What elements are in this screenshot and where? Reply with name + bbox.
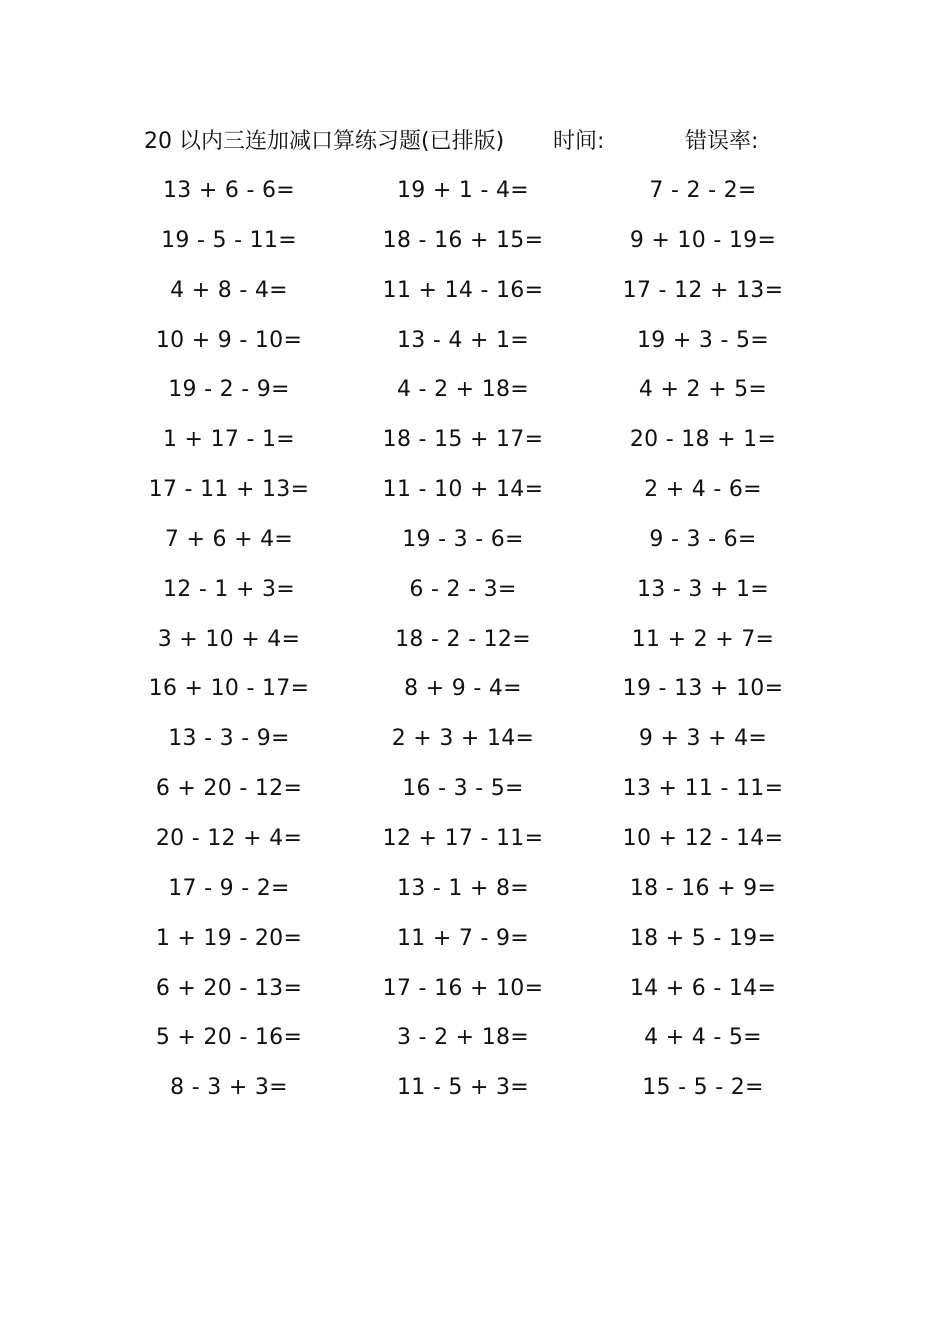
problem-row <box>140 620 800 670</box>
problem-item: 3 - 2 + 18= <box>396 1025 530 1051</box>
problem-row <box>140 769 800 819</box>
problem-item: 4 + 8 - 4= <box>170 277 288 303</box>
problem-item: 19 - 13 + 10= <box>622 676 784 702</box>
problem-row <box>140 919 800 969</box>
problem-row <box>140 420 800 470</box>
problem-row <box>140 570 800 620</box>
problem-item: 13 + 11 - 11= <box>622 776 784 802</box>
problem-item: 7 + 6 + 4= <box>164 526 294 552</box>
problem-item: 19 + 3 - 5= <box>636 327 770 353</box>
problem-row <box>140 1068 800 1118</box>
problem-item: 17 - 11 + 13= <box>148 477 310 503</box>
problem-item: 11 + 2 + 7= <box>631 626 775 652</box>
problem-item: 9 + 10 - 19= <box>629 227 777 253</box>
problem-item: 12 + 17 - 11= <box>382 825 544 851</box>
problem-row <box>140 370 800 420</box>
problem-item: 10 + 9 - 10= <box>155 327 303 353</box>
problem-item: 8 + 9 - 4= <box>404 676 522 702</box>
problem-item: 18 - 15 + 17= <box>382 427 544 453</box>
problem-item: 17 - 9 - 2= <box>168 875 290 901</box>
problem-item: 10 + 12 - 14= <box>622 825 784 851</box>
problem-item: 4 + 2 + 5= <box>638 377 768 403</box>
problem-item: 13 - 3 - 9= <box>168 726 290 752</box>
worksheet-title: 20 以内三连加减口算练习题(已排版) <box>144 129 505 154</box>
problem-row <box>140 969 800 1019</box>
problem-item: 4 - 2 + 18= <box>396 377 530 403</box>
problem-item: 3 + 10 + 4= <box>157 626 301 652</box>
problem-item: 18 - 2 - 12= <box>395 626 531 652</box>
problem-item: 13 - 1 + 8= <box>396 875 530 901</box>
problem-item: 20 - 18 + 1= <box>629 427 777 453</box>
problem-item: 9 + 3 + 4= <box>638 726 768 752</box>
problem-item: 19 - 3 - 6= <box>402 526 524 552</box>
problem-row <box>140 1018 800 1068</box>
worksheet-header <box>144 124 824 160</box>
problem-item: 11 + 14 - 16= <box>382 277 544 303</box>
problem-item: 6 + 20 - 12= <box>155 776 303 802</box>
problem-row <box>140 171 800 221</box>
problem-item: 17 - 16 + 10= <box>382 975 544 1001</box>
problem-item: 1 + 17 - 1= <box>162 427 296 453</box>
problem-row <box>140 321 800 371</box>
problem-item: 11 - 5 + 3= <box>396 1075 530 1101</box>
problem-item: 4 + 4 - 5= <box>644 1025 762 1051</box>
problem-item: 1 + 19 - 20= <box>155 925 303 951</box>
problem-item: 6 - 2 - 3= <box>409 576 517 602</box>
problem-row <box>140 819 800 869</box>
problem-item: 19 - 2 - 9= <box>168 377 290 403</box>
problem-item: 13 - 3 + 1= <box>636 576 770 602</box>
problem-item: 16 - 3 - 5= <box>402 776 524 802</box>
problem-item: 11 + 7 - 9= <box>396 925 530 951</box>
problem-item: 2 + 4 - 6= <box>644 477 762 503</box>
problem-row <box>140 271 800 321</box>
problem-row <box>140 669 800 719</box>
problem-item: 14 + 6 - 14= <box>629 975 777 1001</box>
problem-item: 16 + 10 - 17= <box>148 676 310 702</box>
problem-item: 18 - 16 + 9= <box>629 875 777 901</box>
problem-item: 19 - 5 - 11= <box>161 227 297 253</box>
problem-item: 13 - 4 + 1= <box>396 327 530 353</box>
problem-item: 18 + 5 - 19= <box>629 925 777 951</box>
problem-item: 9 - 3 - 6= <box>649 526 757 552</box>
problem-row <box>140 221 800 271</box>
error-rate-label: 错误率: <box>685 129 759 154</box>
problem-item: 17 - 12 + 13= <box>622 277 784 303</box>
problem-item: 5 + 20 - 16= <box>155 1025 303 1051</box>
problem-row <box>140 869 800 919</box>
problem-item: 13 + 6 - 6= <box>162 178 296 203</box>
problem-item: 15 - 5 - 2= <box>642 1075 764 1101</box>
problem-item: 8 - 3 + 3= <box>170 1075 288 1101</box>
problem-item: 19 + 1 - 4= <box>396 178 530 203</box>
problem-row <box>140 719 800 769</box>
problem-item: 11 - 10 + 14= <box>382 477 544 503</box>
problem-row <box>140 520 800 570</box>
problem-item: 6 + 20 - 13= <box>155 975 303 1001</box>
problem-item: 18 - 16 + 15= <box>382 227 544 253</box>
problem-item: 7 - 2 - 2= <box>649 178 757 203</box>
problem-grid <box>140 171 800 1118</box>
time-label: 时间: <box>553 129 605 154</box>
problem-item: 20 - 12 + 4= <box>155 825 303 851</box>
problem-row <box>140 470 800 520</box>
problem-item: 2 + 3 + 14= <box>391 726 535 752</box>
problem-item: 12 - 1 + 3= <box>162 576 296 602</box>
